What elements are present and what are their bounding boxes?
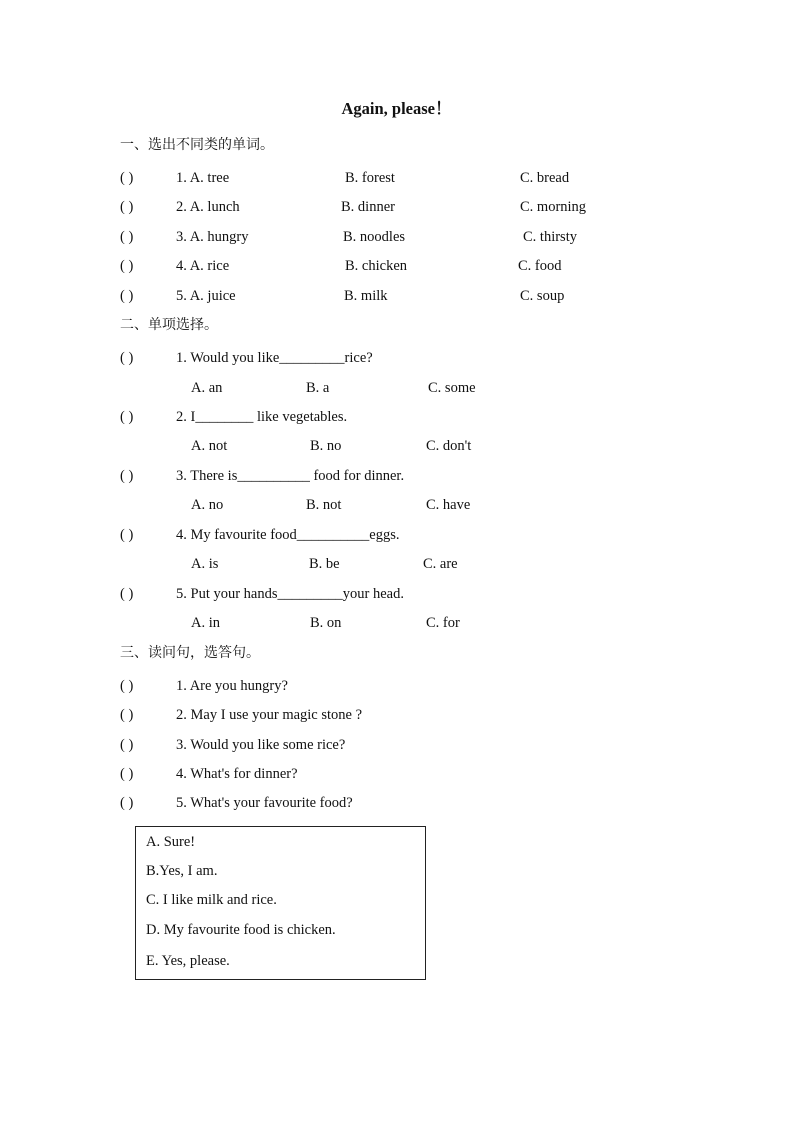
- answer-option: E. Yes, please.: [146, 953, 230, 969]
- question-text: 3. There is__________ food for dinner.: [176, 468, 405, 484]
- section-1-heading: 一、选出不同类的单词。: [120, 137, 274, 153]
- option-a: A. is: [191, 556, 219, 572]
- question-text: 4. What's for dinner?: [176, 766, 298, 782]
- option-a: 2. A. lunch: [176, 199, 240, 215]
- question-text: 1. Are you hungry?: [176, 678, 288, 694]
- answer-option: B.Yes, I am.: [146, 863, 218, 879]
- option-a: A. no: [191, 497, 224, 513]
- option-c: C. morning: [520, 199, 587, 215]
- question-text: 1. Would you like_________rice?: [176, 350, 373, 366]
- option-b: B. milk: [344, 288, 388, 304]
- option-c: C. for: [426, 615, 460, 631]
- answer-option: C. I like milk and rice.: [146, 892, 277, 908]
- option-a: A. an: [191, 380, 223, 396]
- option-b: B. not: [306, 497, 342, 513]
- answer-paren: ( ): [120, 527, 134, 543]
- option-c: C. thirsty: [523, 229, 577, 245]
- answer-paren: ( ): [120, 707, 134, 723]
- answer-option: D. My favourite food is chicken.: [146, 922, 336, 938]
- option-a: 5. A. juice: [176, 288, 236, 304]
- section-2-heading: 二、单项选择。: [120, 317, 218, 333]
- option-a: 4. A. rice: [176, 258, 230, 274]
- option-c: C. soup: [520, 288, 565, 304]
- answer-paren: ( ): [120, 170, 134, 186]
- option-c: C. have: [426, 497, 471, 513]
- option-c: C. some: [428, 380, 476, 396]
- option-a: 3. A. hungry: [176, 229, 249, 245]
- option-b: B. on: [310, 615, 342, 631]
- option-a: A. in: [191, 615, 220, 631]
- option-b: B. dinner: [341, 199, 395, 215]
- question-text: 5. What's your favourite food?: [176, 795, 353, 811]
- question-text: 4. My favourite food__________eggs.: [176, 527, 400, 543]
- option-c: C. bread: [520, 170, 570, 186]
- answer-paren: ( ): [120, 468, 134, 484]
- option-b: B. chicken: [345, 258, 408, 274]
- answer-paren: ( ): [120, 258, 134, 274]
- answer-paren: ( ): [120, 737, 134, 753]
- option-b: B. no: [310, 438, 342, 454]
- answer-paren: ( ): [120, 678, 134, 694]
- answer-paren: ( ): [120, 229, 134, 245]
- option-c: C. are: [423, 556, 458, 572]
- option-b: B. be: [309, 556, 340, 572]
- page-title: Again, please！: [341, 99, 452, 118]
- answer-paren: ( ): [120, 409, 134, 425]
- answer-paren: ( ): [120, 199, 134, 215]
- answer-paren: ( ): [120, 766, 134, 782]
- option-b: B. noodles: [343, 229, 406, 245]
- answer-paren: ( ): [120, 288, 134, 304]
- answer-paren: ( ): [120, 350, 134, 366]
- answer-paren: ( ): [120, 586, 134, 602]
- question-text: 2. I________ like vegetables.: [176, 409, 348, 425]
- question-text: 5. Put your hands_________your head.: [176, 586, 404, 602]
- question-text: 3. Would you like some rice?: [176, 737, 346, 753]
- section-3-heading: 三、读问句，选答句。: [120, 645, 260, 661]
- option-a: 1. A. tree: [176, 170, 230, 186]
- option-a: A. not: [191, 438, 228, 454]
- option-b: B. forest: [345, 170, 395, 186]
- option-b: B. a: [306, 380, 330, 396]
- answer-paren: ( ): [120, 795, 134, 811]
- question-text: 2. May I use your magic stone ?: [176, 707, 363, 723]
- option-c: C. don't: [426, 438, 472, 454]
- option-c: C. food: [518, 258, 562, 274]
- answer-option: A. Sure!: [146, 834, 196, 850]
